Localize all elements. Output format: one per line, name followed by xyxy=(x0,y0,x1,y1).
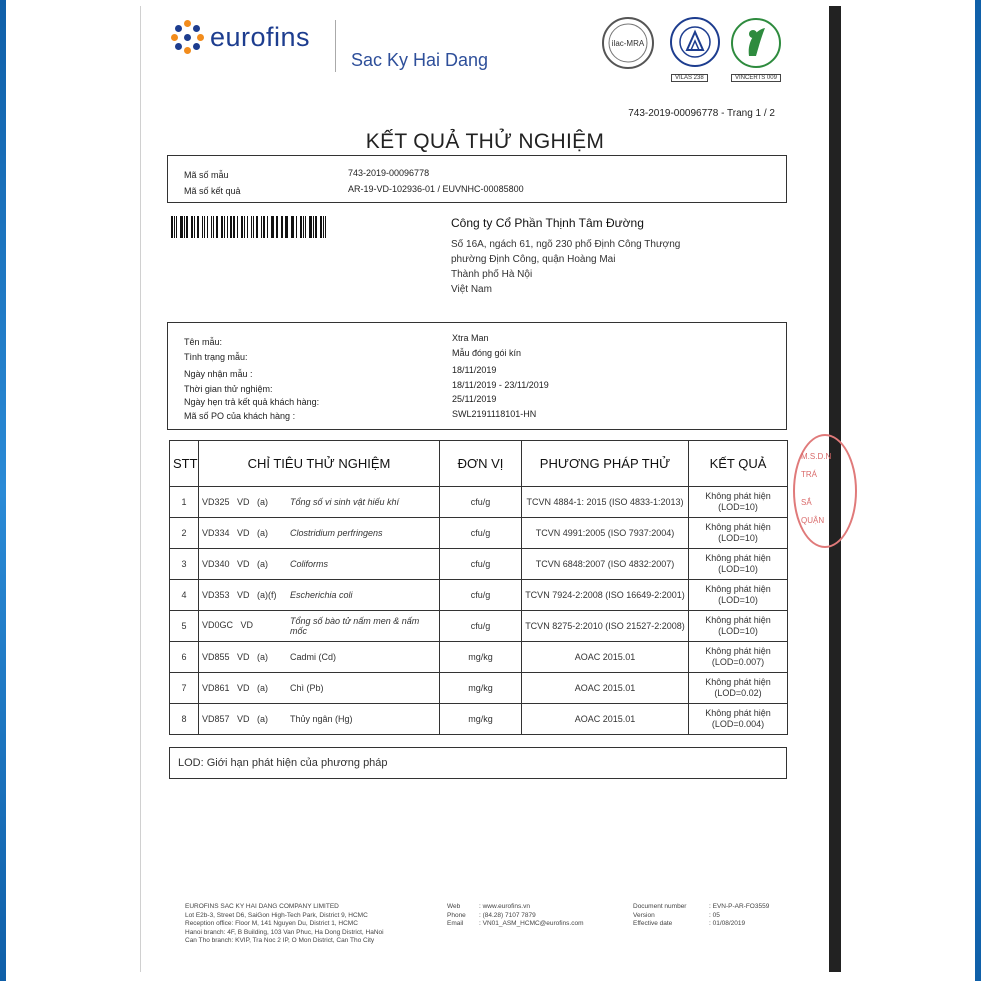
barcode-bar xyxy=(233,216,235,238)
test-name: Escherichia coli xyxy=(290,590,353,601)
footer-line: Lot E2b-3, Street D6, SaiGon High-Tech Park, District 9, HCMC xyxy=(185,911,368,919)
barcode-bar xyxy=(213,216,214,238)
unit-cell: cfu/g xyxy=(440,611,522,642)
test-name: Clostridium perfringens xyxy=(290,528,383,539)
table-row xyxy=(170,611,788,642)
method-cell: AOAC 2015.01 xyxy=(522,704,689,735)
result-text: Không phát hiện xyxy=(705,553,771,563)
result-cell xyxy=(689,518,788,549)
lod-note: LOD: Giới hạn phát hiện của phương pháp xyxy=(178,757,388,769)
barcode-bar xyxy=(272,216,274,238)
sample-info-box xyxy=(167,322,787,430)
result-code-label: Mã số kết quả xyxy=(184,186,241,196)
barcode-bar xyxy=(194,216,195,238)
footer-label: Web xyxy=(447,903,461,910)
result-text: Không phát hiện xyxy=(705,646,771,656)
unit-cell: mg/kg xyxy=(440,642,522,673)
footer-contact-values xyxy=(479,903,584,929)
footer-label: Version xyxy=(633,911,655,919)
barcode-bar xyxy=(261,216,262,238)
row-number: 4 xyxy=(170,580,199,611)
result-cell xyxy=(689,673,788,704)
barcode-bar xyxy=(227,216,228,238)
frame-right-edge xyxy=(975,0,981,981)
row-number: 7 xyxy=(170,673,199,704)
footer-line: Reception office: Floor M, 141 Nguyen Du, District 1, HCMC xyxy=(185,920,358,928)
test-item xyxy=(199,549,440,580)
footer-line: Can Tho branch: KVIP, Tra Noc 2 IP, O Mon District, Can Tho City xyxy=(185,937,375,945)
barcode-bar xyxy=(296,216,297,238)
barcode-bar xyxy=(291,216,292,238)
vinacert-seal-icon xyxy=(729,16,783,72)
test-code: VD857 VD (a) xyxy=(202,713,269,724)
barcode-bar xyxy=(320,216,322,238)
barcode-bar xyxy=(276,216,278,238)
test-item xyxy=(199,487,440,518)
footer-line: EUROFINS SAC KY HAI DANG COMPANY LIMITED xyxy=(185,903,339,910)
barcode-bar xyxy=(237,216,238,238)
result-lod: (LOD=10) xyxy=(718,502,758,512)
footer-label: Email xyxy=(447,920,464,928)
barcode-bar xyxy=(253,216,254,238)
customer-address-line: Thành phố Hà Nội xyxy=(451,269,533,280)
barcode-bar xyxy=(180,216,182,238)
barcode-bar xyxy=(174,216,175,238)
test-name: Coliforms xyxy=(290,559,329,570)
test-item xyxy=(199,611,440,642)
result-cell xyxy=(689,704,788,735)
barcode-bar xyxy=(263,216,265,238)
result-lod: (LOD=0.004) xyxy=(711,719,765,729)
test-code: VD0GC VD xyxy=(202,620,254,631)
test-item xyxy=(199,673,440,704)
sample-code-label: Mã số mẫu xyxy=(184,170,229,180)
info-label: Ngày nhận mẫu : xyxy=(184,369,253,379)
barcode-bar xyxy=(176,216,177,238)
brand-divider xyxy=(335,20,336,72)
info-label: Ngày hẹn trả kết quả khách hàng: xyxy=(184,397,320,407)
eurofins-logo xyxy=(171,20,310,54)
vincerts-caption: VINCERTS 009 xyxy=(731,74,781,82)
barcode-bar xyxy=(247,216,248,238)
column-header: PHƯƠNG PHÁP THỬ xyxy=(522,441,689,487)
test-code: VD340 VD (a) xyxy=(202,558,269,569)
table-row xyxy=(170,642,788,673)
result-text: Không phát hiện xyxy=(705,677,771,687)
footer-doc-number: : EVN-P-AR-FO3559 xyxy=(709,903,770,910)
barcode-bar xyxy=(285,216,287,238)
footer-contact-labels xyxy=(447,903,466,929)
method-cell: TCVN 4991:2005 (ISO 7937:2004) xyxy=(522,518,689,549)
result-text: Không phát hiện xyxy=(705,491,771,501)
result-code-value: AR-19-VD-102936-01 / EUVNHC-00085800 xyxy=(348,184,524,194)
barcode-bar xyxy=(282,216,283,238)
column-header: KẾT QUẢ xyxy=(689,441,788,487)
boa-vietnam-seal-icon xyxy=(669,16,721,70)
barcode-bar xyxy=(184,216,185,238)
unit-cell: mg/kg xyxy=(440,704,522,735)
info-value: Mẫu đóng gói kín xyxy=(452,348,522,358)
result-lod: (LOD=10) xyxy=(718,595,758,605)
unit-cell: cfu/g xyxy=(440,580,522,611)
row-number: 8 xyxy=(170,704,199,735)
unit-cell: mg/kg xyxy=(440,673,522,704)
barcode-bar xyxy=(244,216,245,238)
method-cell: TCVN 7924-2:2008 (ISO 16649-2:2001) xyxy=(522,580,689,611)
row-number: 1 xyxy=(170,487,199,518)
barcode-bar xyxy=(309,216,311,238)
footer-doc-labels xyxy=(633,903,686,929)
footer-label: Effective date xyxy=(633,920,673,928)
barcode-bar xyxy=(256,216,258,238)
result-lod: (LOD=10) xyxy=(718,533,758,543)
footer-label: Document number xyxy=(633,903,687,910)
barcode-bar xyxy=(271,216,272,238)
test-name: Tổng số bào tử nấm men & nấm mốc xyxy=(290,616,420,636)
test-code: VD325 VD (a) xyxy=(202,496,269,507)
row-number: 2 xyxy=(170,518,199,549)
row-number: 6 xyxy=(170,642,199,673)
table-row xyxy=(170,704,788,735)
footer-company-info xyxy=(185,903,384,946)
footer-web: : www.eurofins.vn xyxy=(479,903,530,910)
test-code: VD334 VD (a) xyxy=(202,527,269,538)
barcode-bar xyxy=(216,216,218,238)
footer-phone: : (84.28) 7107 7879 xyxy=(479,911,536,919)
unit-cell: cfu/g xyxy=(440,549,522,580)
info-value: 18/11/2019 - 23/11/2019 xyxy=(452,380,549,390)
test-report-document xyxy=(140,6,832,972)
table-row xyxy=(170,549,788,580)
table-row xyxy=(170,673,788,704)
barcode-bar xyxy=(230,216,232,238)
barcode-bar xyxy=(224,216,225,238)
customer-address-line: phường Định Công, quận Hoàng Mai xyxy=(451,254,616,265)
result-cell xyxy=(689,642,788,673)
column-header: STT xyxy=(170,441,199,487)
barcode-bar xyxy=(267,216,268,238)
method-cell: TCVN 4884-1: 2015 (ISO 4833-1:2013) xyxy=(522,487,689,518)
result-cell xyxy=(689,580,788,611)
result-lod: (LOD=10) xyxy=(718,626,758,636)
test-name: Chì (Pb) xyxy=(290,683,324,694)
info-value: Xtra Man xyxy=(452,333,489,343)
method-cell: AOAC 2015.01 xyxy=(522,673,689,704)
test-item xyxy=(199,580,440,611)
table-row xyxy=(170,518,788,549)
column-header: ĐƠN VỊ xyxy=(440,441,522,487)
footer-label: Phone xyxy=(447,911,466,919)
brand-subsidiary: Sac Ky Hai Dang xyxy=(351,50,489,70)
unit-cell: cfu/g xyxy=(440,518,522,549)
result-text: Không phát hiện xyxy=(705,522,771,532)
barcode-bar xyxy=(305,216,306,238)
ilac-mra-seal-icon xyxy=(601,16,655,70)
test-name: Cadmi (Cd) xyxy=(290,652,337,663)
result-text: Không phát hiện xyxy=(705,708,771,718)
column-header: CHỈ TIÊU THỬ NGHIỆM xyxy=(199,441,440,487)
row-number: 5 xyxy=(170,611,199,642)
barcode-bar xyxy=(251,216,253,238)
barcode-bar xyxy=(315,216,317,238)
table-header-row xyxy=(170,441,788,487)
method-cell: TCVN 6848:2007 (ISO 4832:2007) xyxy=(522,549,689,580)
barcode-bar xyxy=(313,216,314,238)
footer-email: : VN01_ASM_HCMC@eurofins.com xyxy=(479,920,584,928)
barcode-bar xyxy=(171,216,173,238)
footer-line: Hanoi branch: 4F, B Building, 103 Van Phuc, Ha Dong District, HaNoi xyxy=(185,928,384,936)
barcode-bar xyxy=(300,216,302,238)
test-code: VD855 VD (a) xyxy=(202,651,269,662)
result-cell xyxy=(689,549,788,580)
ilac-label: ilac-MRA xyxy=(611,39,645,48)
table-row xyxy=(170,487,788,518)
barcode-bar xyxy=(191,216,193,238)
barcode-bar xyxy=(241,216,243,238)
method-cell: AOAC 2015.01 xyxy=(522,642,689,673)
vilas-caption: VILAS 238 xyxy=(671,74,708,82)
info-label: Thời gian thử nghiệm: xyxy=(184,384,273,394)
info-value: 18/11/2019 xyxy=(452,365,497,375)
result-cell xyxy=(689,611,788,642)
unit-cell: cfu/g xyxy=(440,487,522,518)
company-stamp: M.S.D.N TRÁ SẮ QUẬN xyxy=(793,434,857,548)
footer-version: : 05 xyxy=(709,911,720,919)
info-label: Tình trạng mẫu: xyxy=(184,352,248,362)
barcode-bar xyxy=(204,216,205,238)
barcode-bar xyxy=(202,216,203,238)
test-code: VD353 VD (a)(f) xyxy=(202,589,277,600)
row-number: 3 xyxy=(170,549,199,580)
barcode-bar xyxy=(186,216,188,238)
barcode-bar xyxy=(323,216,324,238)
footer-effective-date: : 01/08/2019 xyxy=(709,920,746,928)
barcode xyxy=(171,216,329,238)
result-text: Không phát hiện xyxy=(705,584,771,594)
lod-note-box xyxy=(169,747,787,779)
barcode-bar xyxy=(303,216,304,238)
sample-id-box xyxy=(167,155,787,203)
test-item xyxy=(199,704,440,735)
result-cell xyxy=(689,487,788,518)
result-lod: (LOD=0.007) xyxy=(711,657,765,667)
test-name: Thủy ngân (Hg) xyxy=(290,714,353,725)
barcode-bar xyxy=(211,216,212,238)
barcode-bar xyxy=(292,216,294,238)
barcode-bar xyxy=(281,216,282,238)
barcode-bar xyxy=(207,216,209,238)
info-label: Mã số PO của khách hàng : xyxy=(184,411,296,421)
result-lod: (LOD=0.02) xyxy=(714,688,762,698)
barcode-bar xyxy=(197,216,199,238)
result-text: Không phát hiện xyxy=(705,615,771,625)
table-row xyxy=(170,580,788,611)
info-label: Tên mẫu: xyxy=(184,337,223,347)
brand-name: eurofins xyxy=(210,21,311,52)
test-item xyxy=(199,642,440,673)
method-cell: TCVN 8275-2:2010 (ISO 21527-2:2008) xyxy=(522,611,689,642)
document-reference: 743-2019-00096778 - Trang 1 / 2 xyxy=(628,108,775,119)
info-value: 25/11/2019 xyxy=(452,394,497,404)
page-title: KẾT QUẢ THỬ NGHIỆM xyxy=(365,130,605,153)
results-table xyxy=(169,440,788,735)
customer-company: Công ty Cổ Phần Thịnh Tâm Đường xyxy=(451,216,644,230)
customer-address-line: Số 16A, ngách 61, ngõ 230 phố Định Công Thượng xyxy=(451,239,681,250)
result-lod: (LOD=10) xyxy=(718,564,758,574)
test-name: Tổng số vi sinh vật hiếu khí xyxy=(290,497,400,508)
sample-code-value: 743-2019-00096778 xyxy=(348,168,430,178)
barcode-bar xyxy=(221,216,223,238)
test-item xyxy=(199,518,440,549)
customer-address-line: Việt Nam xyxy=(451,284,492,295)
eurofins-logo-icon xyxy=(171,20,205,54)
footer-doc-values xyxy=(709,903,769,929)
barcode-bar xyxy=(325,216,326,238)
info-value: SWL2191118101-HN xyxy=(452,409,537,419)
test-code: VD861 VD (a) xyxy=(202,682,269,693)
